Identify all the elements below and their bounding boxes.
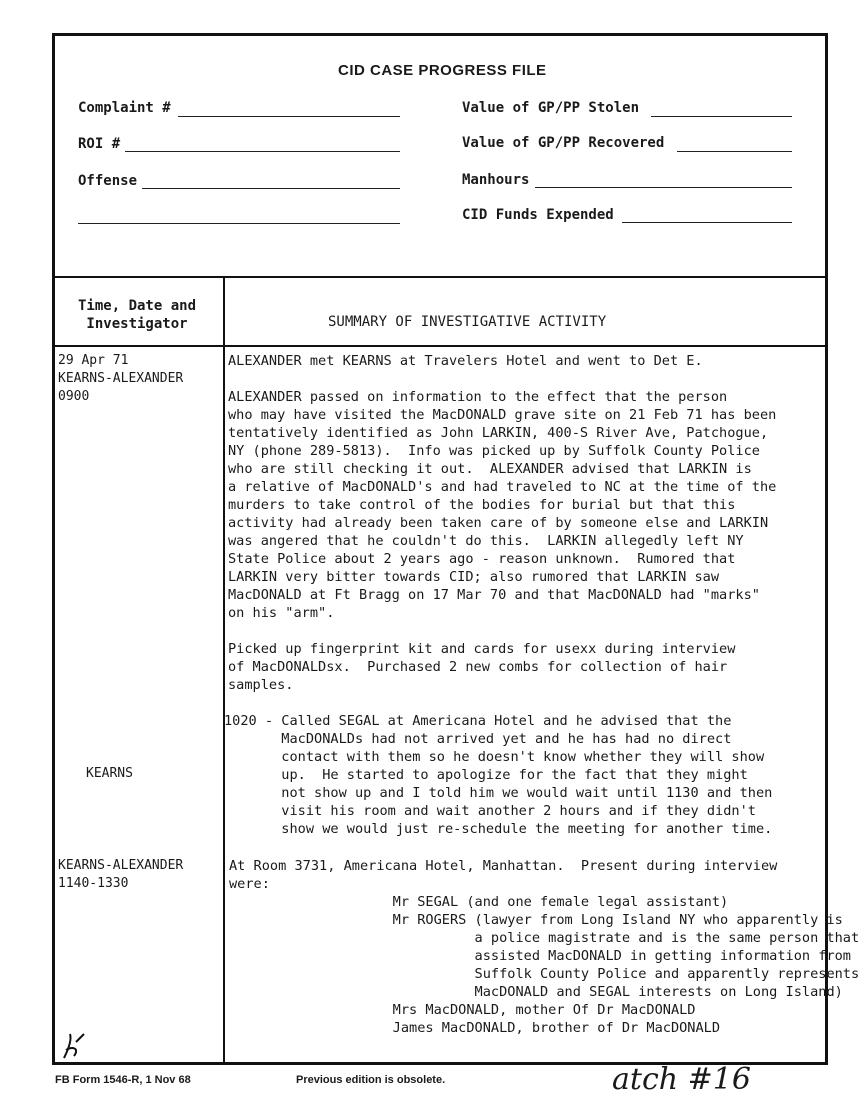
entry-1-investigator: 29 Apr 71 KEARNS-ALEXANDER 0900 [58, 353, 184, 404]
entry-3-investigator: KEARNS-ALEXANDER 1140-1330 [58, 858, 184, 891]
manhours-field[interactable] [535, 187, 792, 188]
entry-2-summary: 1020 - Called SEGAL at Americana Hotel and he advised that the MacDONALDs had not arrived yet and he has had no direct contact with them so he doesn't know whether they will show up. He started to apologize for the fact that they might not show up and I told him we would wait until 1130 and then visit his room and wait another 2 hours and if they didn't show we would just re-schedule the meeting for another time. [224, 713, 773, 837]
column-divider [223, 276, 225, 1064]
entry-2-investigator: KEARNS [86, 766, 133, 781]
value-recovered-label: Value of GP/PP Recovered [462, 135, 665, 151]
cid-funds-label: CID Funds Expended [462, 207, 614, 223]
value-stolen-label: Value of GP/PP Stolen [462, 100, 640, 116]
manhours-label: Manhours [462, 172, 530, 188]
time-date-investigator-header: Time, Date and Investigator [78, 298, 197, 332]
complaint-label: Complaint # [78, 100, 171, 116]
roi-label: ROI # [78, 136, 121, 152]
roi-field[interactable] [125, 151, 400, 152]
offense-field-line-2[interactable] [78, 223, 400, 224]
value-recovered-field[interactable] [677, 151, 792, 152]
summary-header: SUMMARY OF INVESTIGATIVE ACTIVITY [328, 314, 607, 330]
entry-3-summary: At Room 3731, Americana Hotel, Manhattan. Present during interview were: Mr SEGAL (and one female legal assistant) Mr ROGERS (lawyer from Long Island NY who apparently is a police magistrate and is the same person that assisted MacDONALD in getting information from Suffolk County Police and apparently represents MacDONALD and SEGAL interests on Long Island) Mrs MacDONALD, mother Of Dr MacDONALD James MacDONALD, brother of Dr MacDONALD [229, 858, 860, 1036]
column-header-divider [52, 345, 828, 347]
header-divider [52, 276, 828, 278]
entry-1-summary: ALEXANDER met KEARNS at Travelers Hotel and went to Det E. ALEXANDER passed on information to the effect that the person who may have visited the MacDONALD grave site on 21 Feb 71 has been tentatively identified as John LARKIN, 400-S River Ave, Patchogue, NY (phone 289-5813). Info was picked up by Suffolk County Police who are still checking it out. ALEXANDER advised that LARKIN is a relative of MacDONALD's and had traveled to NC at the time of the murders to take control of the bodies for burial but that this activity had already been taken care of by someone else and LARKIN was angered that he couldn't do this. LARKIN allegedly left NY State Police about 2 years ago - reason unknown. Rumored that LARKIN very bitter towards CID; also rumored that LARKIN saw MacDONALD at Ft Bragg on 17 Mar 70 and that MacDONALD had "marks" on his "arm". Picked up fingerprint kit and cards for usexx during interview of MacDONALDsx. Purchased 2 new combs for collection of hair samples. [228, 353, 777, 693]
form-title: CID CASE PROGRESS FILE [338, 62, 547, 79]
offense-field[interactable] [142, 188, 400, 189]
value-stolen-field[interactable] [651, 116, 792, 117]
handwritten-attachment-note: atch #16 [612, 1062, 751, 1097]
obsolete-notice: Previous edition is obsolete. [296, 1074, 446, 1086]
initials-mark [60, 1030, 90, 1062]
cid-funds-field[interactable] [622, 222, 792, 223]
offense-label: Offense [78, 173, 138, 189]
complaint-field[interactable] [178, 116, 400, 117]
form-number: FB Form 1546-R, 1 Nov 68 [55, 1074, 191, 1086]
